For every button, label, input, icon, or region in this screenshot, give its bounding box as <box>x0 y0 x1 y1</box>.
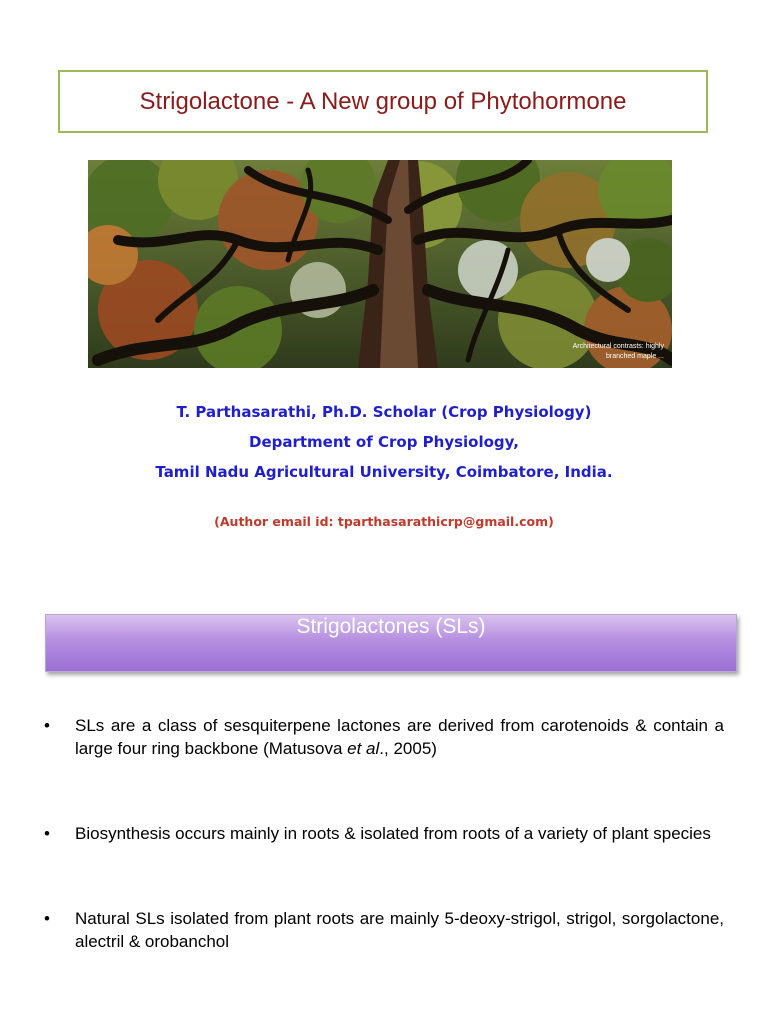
title-box <box>58 70 708 133</box>
photo-caption-line1: Architectural contrasts: highly <box>572 343 664 350</box>
tree-photo <box>88 160 672 368</box>
bullet-1-text: SLs are a class of sesquiterpene lactones are derived from carotenoids & contain a large four ring backbone (Matusova <box>75 716 724 758</box>
page-title: Strigolactone - A New group of Phytohormone <box>139 87 627 115</box>
bullet-1-italic: et al <box>347 739 380 758</box>
bullet-1-tail: ., 2005) <box>379 739 437 758</box>
author-department: Department of Crop Physiology, <box>249 433 519 451</box>
author-block <box>0 397 768 487</box>
author-university: Tamil Nadu Agricultural University, Coimbatore, India. <box>155 463 613 481</box>
author-email: (Author email id: tparthasarathicrp@gmail.com) <box>214 514 554 529</box>
photo-caption <box>534 342 664 362</box>
photo-caption-line2: branched maple ... <box>606 353 664 360</box>
bullet-item-2 <box>44 822 724 845</box>
bullet-item-3 <box>44 907 724 953</box>
bullet-3-text: Natural SLs isolated from plant roots are mainly 5-deoxy-strigol, strigol, sorgolactone, alectril & orobanchol <box>75 909 724 951</box>
bullet-item-1 <box>44 714 724 760</box>
tree-photo-graphic <box>88 160 672 368</box>
bullet-list <box>44 714 724 953</box>
section-banner-label: Strigolactones (SLs) <box>296 615 486 638</box>
section-banner <box>45 614 737 672</box>
bullet-2-text: Biosynthesis occurs mainly in roots & isolated from roots of a variety of plant species <box>75 824 711 843</box>
author-name: T. Parthasarathi, Ph.D. Scholar (Crop Physiology) <box>176 403 592 421</box>
